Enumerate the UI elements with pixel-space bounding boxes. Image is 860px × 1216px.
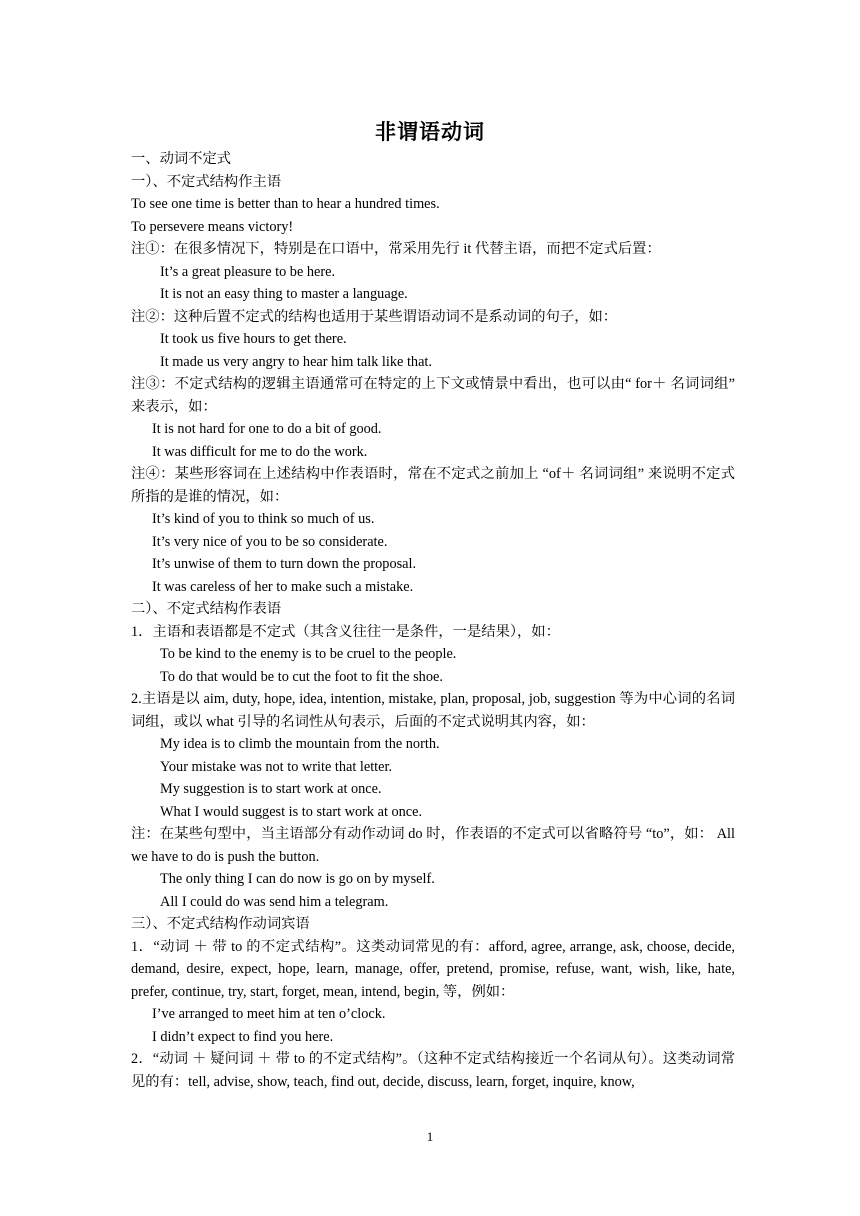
text-line: I’ve arranged to meet him at ten o’clock. [152,1006,386,1022]
text-line: 一）、不定式结构作主语 [131,173,282,190]
text-line: It’s a great pleasure to be here. [160,263,336,280]
text-line: 注②：这种后置不定式的结构也适用于某些谓语动词不是系动词的句子，如： [131,308,618,325]
text-line: Your mistake was not to write that letter. [160,758,393,775]
text-line: 注④：某些形容词在上述结构中作表语时，常在不定式之前加上 “of＋ 名词词组” 来说明不定式所指的是谁的情况，如： [131,466,735,505]
text-line: 二）、不定式结构作表语 [131,601,282,617]
text-line: 2.主语是以 aim, duty, hope, idea, intention, mistake, plan, proposal, job, suggestion 等为中心词的名词词组，或以 what 引导的名词性从句表示，后面的不定式说明其内容，如： [131,691,735,730]
text-line: 1．“动词 ＋ 带 to 的不定式结构”。这类动词常见的有：afford, agree, arrange, ask, choose, decide, demand, desire, expect, hope, learn, manage, offer, pretend, promise, refuse, want, wish, like, hate, prefer, continue, try, start, forget, mean, intend, begin, 等，例如： [131,938,735,1000]
text-line: What I would suggest is to start work at once. [160,803,423,820]
text-line: 注：在某些句型中，当主语部分有动作动词 do 时，作表语的不定式可以省略符号 “to”，如： All we have to do is push the button. [131,826,735,865]
text-line: 注③：不定式结构的逻辑主语通常可在特定的上下文或情景中看出，也可以由“ for＋ 名词词组” 来表示，如： [131,376,735,415]
text-line: I didn’t expect to find you here. [152,1028,334,1045]
text-line: It made us very angry to hear him talk like that. [160,353,432,370]
text-line: It is not hard for one to do a bit of good. [152,421,382,437]
text-line: 注①：在很多情况下，特别是在口语中，常采用先行 it 代替主语，而把不定式后置： [131,241,661,257]
document-title: 非谓语动词 [375,120,485,144]
text-line: 2．“动词 ＋ 疑问词 ＋ 带 to 的不定式结构”。（这种不定式结构接近一个名词从句）。这类动词常见的有：tell, advise, show, teach, find out, decide, discuss, learn, forget, inquire, know, [131,1051,735,1090]
text-line: To persevere means victory! [131,218,294,235]
text-line: It’s unwise of them to turn down the proposal. [152,556,417,572]
text-line: It’s very nice of you to be so considerate. [152,533,388,550]
document-body [131,148,735,1093]
text-line: It was careless of her to make such a mistake. [152,578,414,595]
text-line: 1．主语和表语都是不定式（其含义往往一是条件，一是结果），如： [131,623,560,640]
text-line: The only thing I can do now is go on by myself. [160,871,435,887]
text-line: All I could do was send him a telegram. [160,893,389,910]
text-line: To see one time is better than to hear a hundred times. [131,196,440,212]
text-line: To do that would be to cut the foot to fit the shoe. [160,668,443,685]
text-line: 三）、不定式结构作动词宾语 [131,916,310,932]
text-line: To be kind to the enemy is to be cruel to the people. [160,646,457,662]
text-line: It’s kind of you to think so much of us. [152,511,375,527]
text-line: My idea is to climb the mountain from the north. [160,736,440,752]
text-line: 一、动词不定式 [131,151,232,167]
text-line: My suggestion is to start work at once. [160,781,382,797]
page-number: 1 [426,1129,434,1144]
text-line: It is not an easy thing to master a language. [160,286,408,302]
text-line: It was difficult for me to do the work. [152,443,368,460]
text-line: It took us five hours to get there. [160,331,347,347]
